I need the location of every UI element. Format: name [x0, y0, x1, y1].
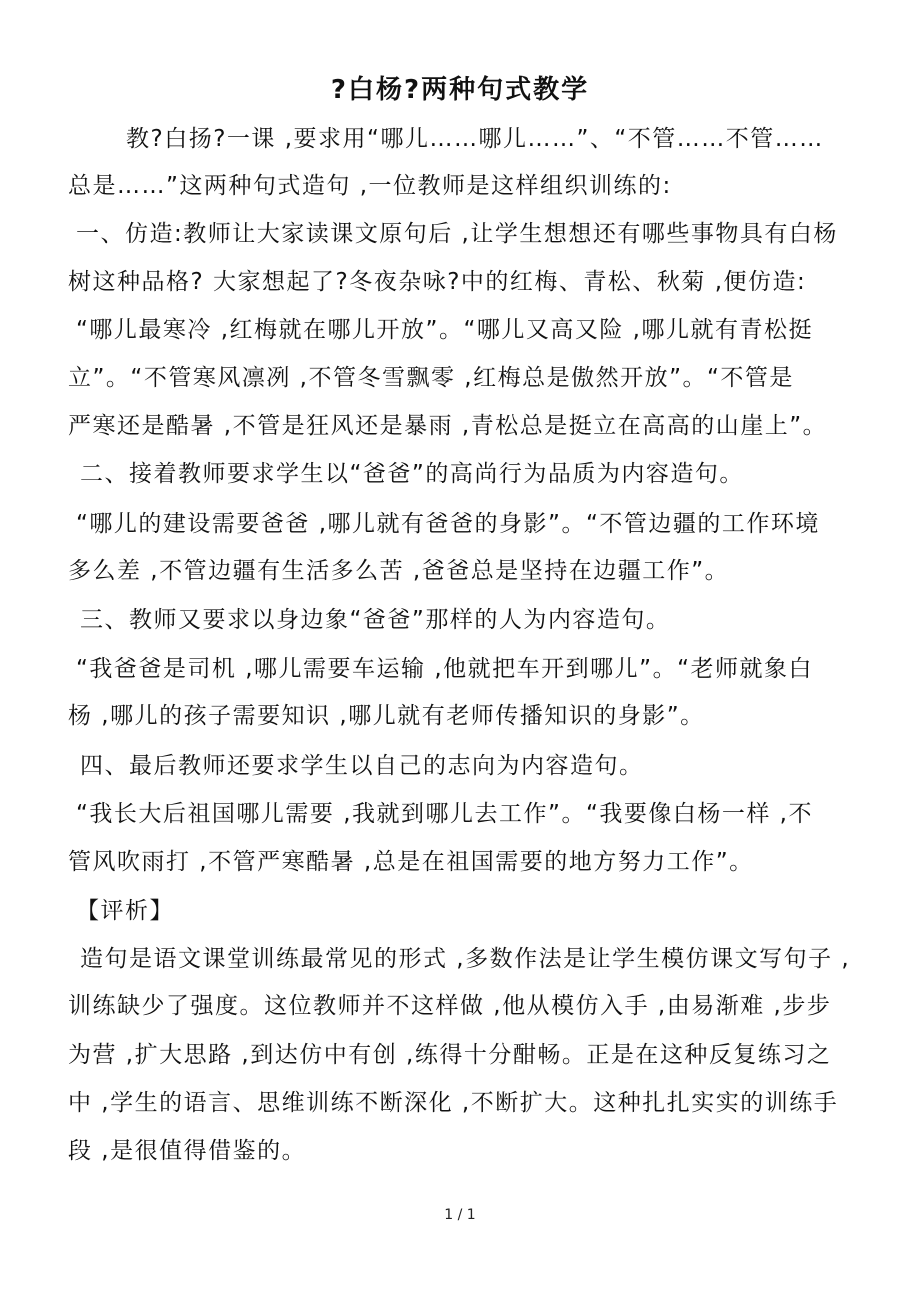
paragraph-line: 树这种品格? 大家想起了?冬夜杂咏?中的红梅、青松、秋菊 ,便仿造: [68, 269, 807, 295]
paragraph-line: 教?白扬?一课 ,要求用“哪儿……哪儿……”、“不管……不管…… [126, 126, 824, 152]
paragraph-line: 杨 ,哪儿的孩子需要知识 ,哪儿就有老师传播知识的身影”。 [68, 703, 705, 729]
paragraph-line: 立”。“不管寒风凛冽 ,不管冬雪飘零 ,红梅总是傲然开放”。“不管是 [68, 365, 794, 391]
page-number: 1 / 1 [444, 1207, 476, 1223]
paragraph-line: 二、接着教师要求学生以“爸爸”的高尚行为品质为内容造句。 [80, 461, 744, 487]
paragraph-line: 一、仿造:教师让大家读课文原句后 ,让学生想想还有哪些事物具有白杨 [76, 221, 838, 247]
paragraph-line: 中 ,学生的语言、思维训练不断深化 ,不断扩大。这种扎扎实实的训练手 [68, 1090, 839, 1116]
paragraph-line: 造句是语文课堂训练最常见的形式 ,多数作法是让学生模仿课文写句子 , [80, 946, 851, 972]
paragraph-line: 为营 ,扩大思路 ,到达仿中有创 ,练得十分酣畅。正是在这种反复练习之 [68, 1042, 832, 1068]
paragraph-line: 三、教师又要求以身边象“爸爸”那样的人为内容造句。 [80, 607, 671, 633]
paragraph-line: “我长大后祖国哪儿需要 ,我就到哪儿去工作”。“我要像白杨一样 ,不 [76, 801, 813, 827]
paragraph-line: 训练缺少了强度。这位教师并不这样做 ,他从模仿入手 ,由易渐难 ,步步 [68, 993, 832, 1019]
paragraph-line: 段 ,是很值得借鉴的。 [68, 1138, 307, 1164]
paragraph-line: 四、最后教师还要求学生以自己的志向为内容造句。 [80, 753, 644, 779]
paragraph-line: “哪儿最寒冷 ,红梅就在哪儿开放”。“哪儿又高又险 ,哪儿就有青松挺 [76, 317, 813, 343]
section-heading-review: 【评析】 [76, 898, 174, 924]
paragraph-line: 多么差 ,不管边疆有生活多么苦 ,爸爸总是坚持在边疆工作”。 [68, 558, 730, 584]
paragraph-line: 管风吹雨打 ,不管严寒酷暑 ,总是在祖国需要的地方努力工作”。 [68, 849, 754, 875]
paragraph-line: “哪儿的建设需要爸爸 ,哪儿就有爸爸的身影”。“不管边疆的工作环境 [76, 511, 820, 537]
document-title: ?白杨?两种句式教学 [330, 75, 590, 105]
paragraph-line: 严寒还是酷暑 ,不管是狂风还是暴雨 ,青松总是挺立在高高的山崖上”。 [68, 413, 828, 439]
paragraph-line: “我爸爸是司机 ,哪儿需要车运输 ,他就把车开到哪儿”。“老师就象白 [76, 656, 813, 682]
paragraph-line: 总是……”这两种句式造句 ,一位教师是这样组织训练的: [68, 173, 672, 199]
